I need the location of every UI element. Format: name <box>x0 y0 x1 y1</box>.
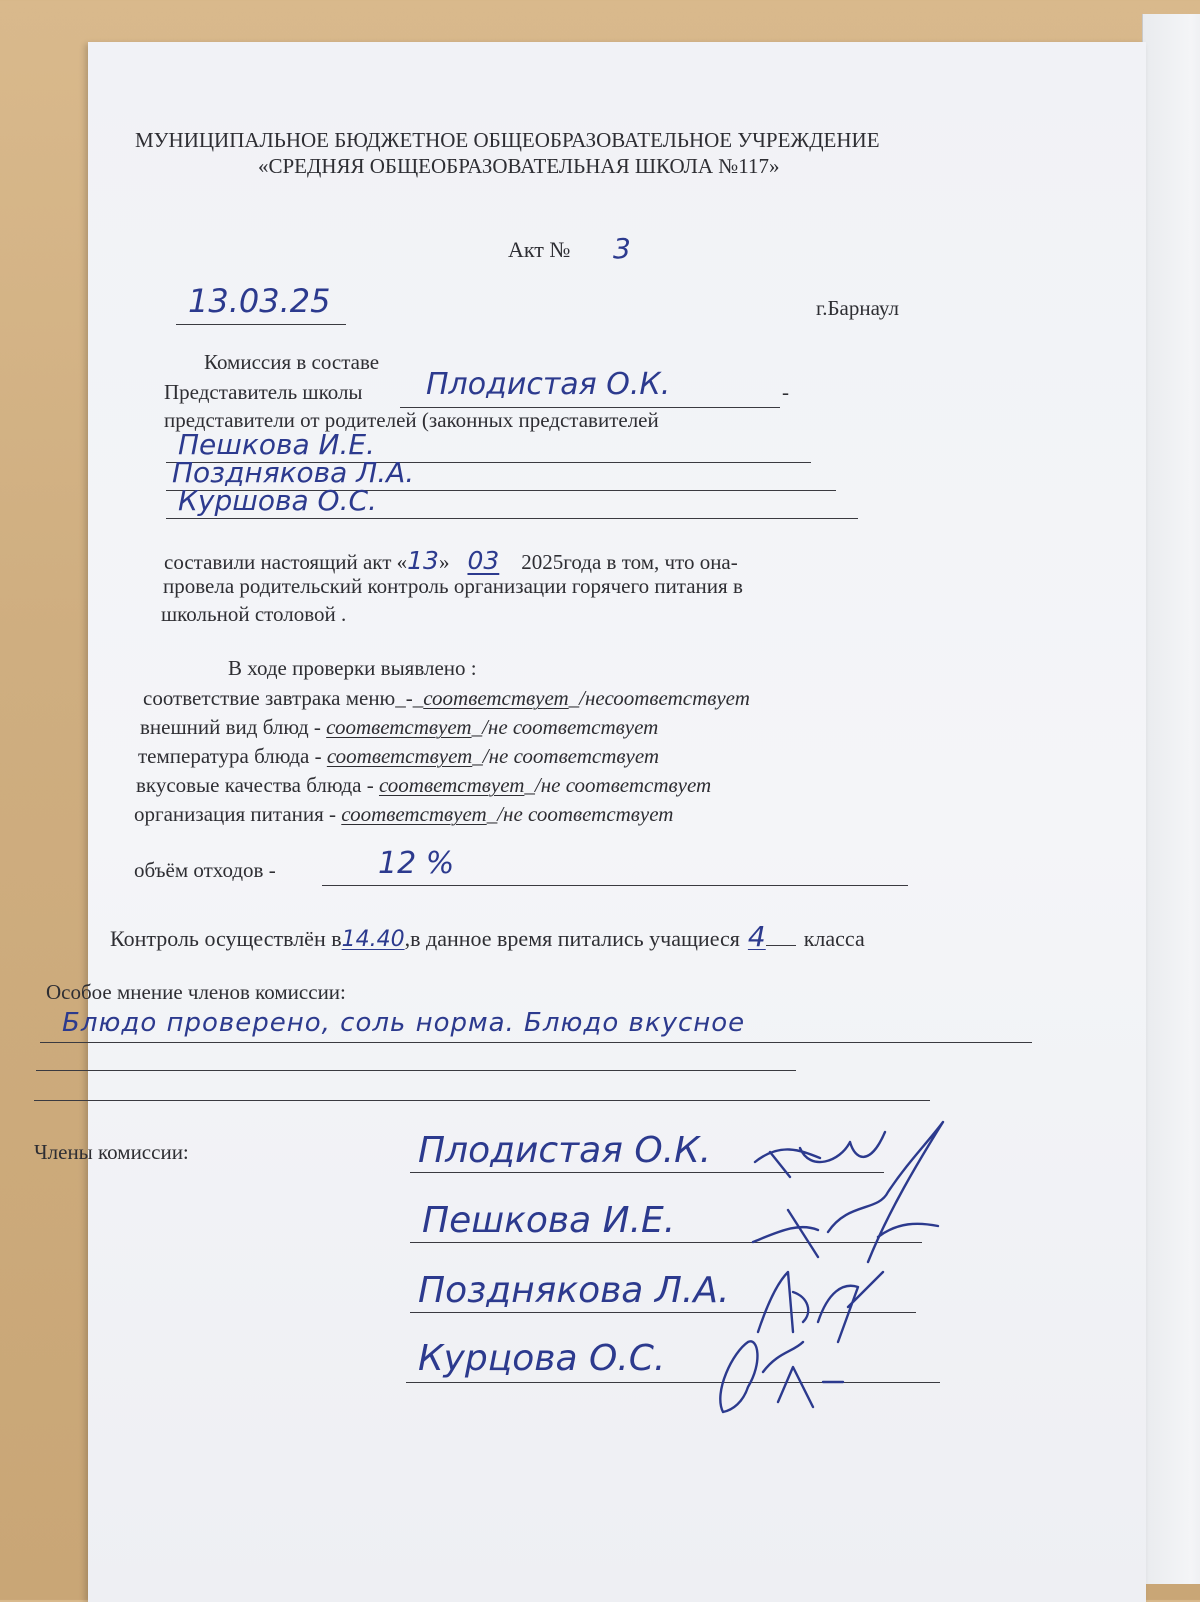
parent-rep-1: Пешкова И.Е. <box>178 428 375 461</box>
member-line-4 <box>406 1382 940 1383</box>
control-line <box>110 920 865 953</box>
parent-rep-2: Позднякова Л.А. <box>172 456 415 489</box>
waste-underline <box>322 885 908 886</box>
act-city: г.Барнаул <box>816 296 899 320</box>
statement-text-close-quote: » <box>438 550 450 574</box>
member-name-1: Плодистая О.К. <box>418 1130 712 1171</box>
finding-appearance-mismatch: _/не соответствует <box>471 715 659 739</box>
control-grade: 4 <box>747 920 766 953</box>
finding-temperature <box>138 744 659 769</box>
statement-line2: провела родительский контроль организации горячего питания в <box>163 574 743 598</box>
date-underline <box>176 324 346 325</box>
finding-menu <box>143 686 750 711</box>
statement-text-year: 2025года в том, что она- <box>521 550 738 574</box>
member-name-3: Позднякова Л.А. <box>418 1270 730 1311</box>
school-rep-label: Представитель школы <box>164 380 363 404</box>
finding-menu-mismatch: _/несоответствует <box>568 686 750 710</box>
control-text-end: класса <box>803 926 865 951</box>
statement-text-start: составили настоящий акт « <box>164 550 408 574</box>
parents-label: представители от родителей (законных представителей <box>164 408 659 432</box>
waste-label: объём отходов - <box>134 858 276 882</box>
school-rep-dash: - <box>782 380 789 404</box>
finding-temperature-label: температура блюда - <box>138 744 327 768</box>
opinion-line-1 <box>40 1042 1032 1043</box>
document-sheet <box>34 42 1146 1602</box>
opinion-line-3 <box>34 1100 930 1101</box>
org-name-line2: «СРЕДНЯЯ ОБЩЕОБРАЗОВАТЕЛЬНАЯ ШКОЛА №117» <box>258 154 780 178</box>
finding-taste-label: вкусовые качества блюда - <box>136 773 379 797</box>
finding-temperature-mismatch: _/не соответствует <box>472 744 660 768</box>
finding-taste-match: соответствует <box>378 773 525 797</box>
act-date: 13.03.25 <box>188 282 331 320</box>
org-name-line1: МУНИЦИПАЛЬНОЕ БЮДЖЕТНОЕ ОБЩЕОБРАЗОВАТЕЛЬНОЕ УЧРЕЖДЕНИЕ <box>135 128 880 152</box>
commission-intro: Комиссия в составе <box>204 350 380 374</box>
finding-organization-label: организация питания - <box>134 802 342 826</box>
statement-line3: школьной столовой . <box>161 602 347 626</box>
finding-temperature-match: соответствует <box>326 744 473 768</box>
finding-appearance-label: внешний вид блюд - <box>140 715 327 739</box>
waste-value: 12 % <box>378 846 455 881</box>
member-name-2: Пешкова И.Е. <box>422 1200 676 1241</box>
signature-4 <box>703 1332 853 1422</box>
finding-appearance-match: соответствует <box>326 715 472 739</box>
opinion-line-2 <box>36 1070 796 1071</box>
finding-organization-mismatch: _/не соответствует <box>486 802 674 826</box>
finding-menu-match: соответствует <box>423 686 569 710</box>
opinion-label: Особое мнение членов комиссии: <box>46 980 346 1004</box>
act-number: 3 <box>613 232 631 265</box>
members-label: Члены комиссии: <box>34 1140 189 1164</box>
statement-month: 03 <box>467 546 500 575</box>
signature-2 <box>748 1122 948 1272</box>
finding-appearance <box>140 715 658 740</box>
finding-menu-sep: _-_ <box>395 686 424 710</box>
finding-taste-mismatch: _/не соответствует <box>524 773 712 797</box>
findings-intro: В ходе проверки выявлено : <box>228 656 477 680</box>
statement-line1 <box>164 546 738 575</box>
control-text-mid: ,в данное время питались учащиеся <box>404 926 740 951</box>
finding-organization-match: соответствует <box>341 802 487 826</box>
parent-rep-3-underline <box>166 518 858 519</box>
finding-organization <box>134 802 673 827</box>
opinion-text: Блюдо проверено, соль норма. Блюдо вкусное <box>62 1008 746 1038</box>
control-time: 14.40 <box>341 927 405 952</box>
finding-menu-label: соответствие завтрака меню <box>143 686 396 710</box>
parent-rep-3: Куршова О.С. <box>178 484 377 517</box>
act-label: Акт № <box>508 237 571 262</box>
member-name-4: Курцова О.С. <box>418 1338 666 1379</box>
school-rep-name: Плодистая О.К. <box>426 367 671 402</box>
statement-day: 13 <box>407 546 439 575</box>
control-text-start: Контроль осуществлён в <box>110 926 342 951</box>
background-paper-sheet <box>1142 14 1200 1584</box>
finding-taste <box>136 773 711 798</box>
